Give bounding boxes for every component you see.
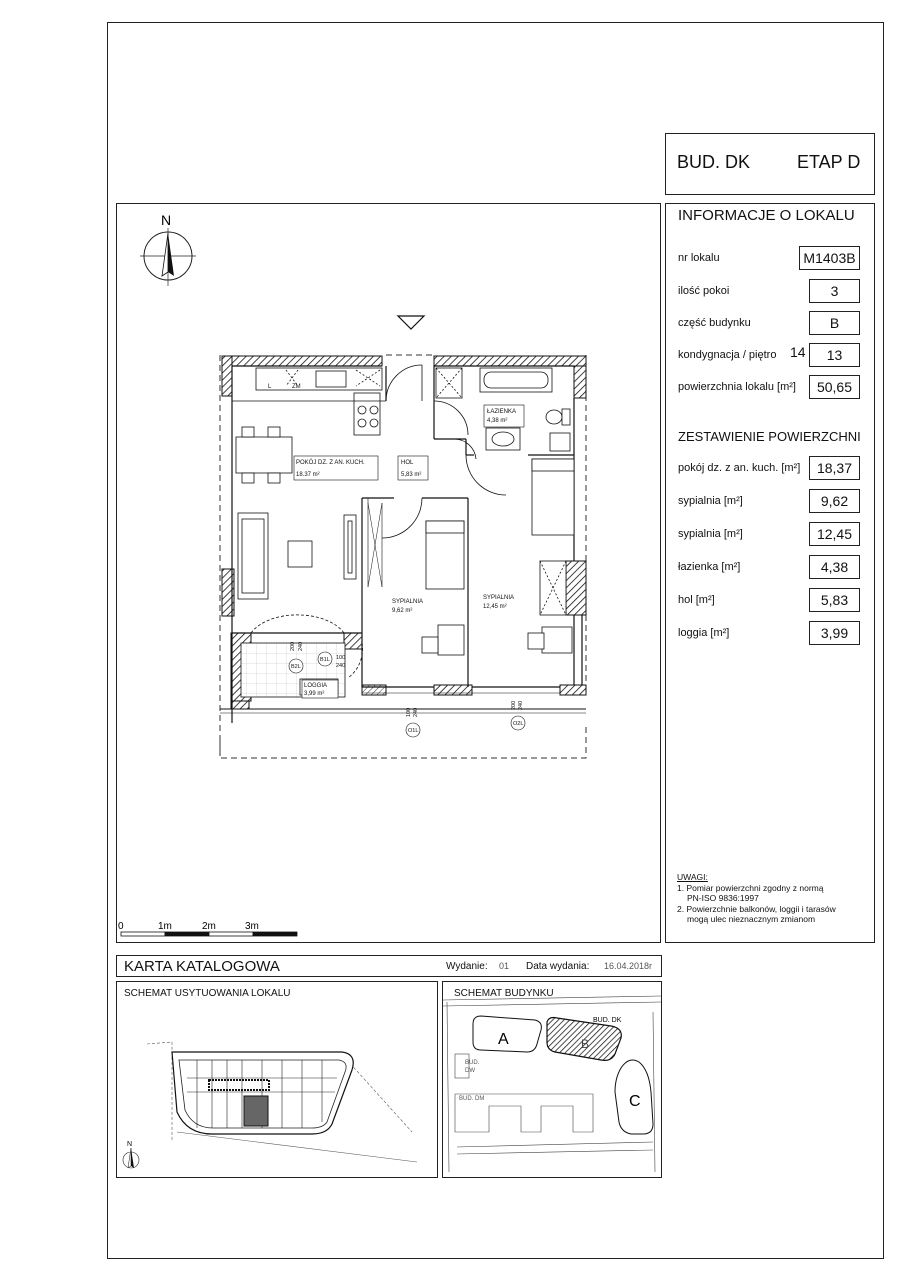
window-dim: 240 (298, 641, 304, 651)
date-label: Data wydania: (526, 961, 590, 972)
bedroom-2-furniture (528, 459, 574, 653)
kitchen-mark: ZM (292, 384, 301, 390)
building-part-value: B (809, 311, 860, 335)
window-tag: O1L (408, 728, 419, 734)
unit-number-value: M1403B (799, 246, 860, 270)
scale-tick: 2m (202, 921, 216, 932)
info-panel (665, 203, 875, 943)
room-area: 3,99 m² (304, 691, 325, 697)
room-name: SYPIALNIA (392, 599, 424, 605)
bedroom-1-furniture (422, 521, 464, 655)
window-dim: 240 (518, 700, 524, 710)
kitchen-mark: L (268, 384, 272, 390)
compass-icon (140, 212, 196, 286)
scale-tick: 1m (158, 921, 172, 932)
info-title: INFORMACJE O LOKALU (678, 207, 855, 224)
summary-value: 3,99 (809, 621, 860, 645)
window-tag: B1L (320, 657, 330, 663)
window-dim: 100 (336, 655, 346, 661)
date-value: 16.04.2018r (604, 961, 653, 971)
compass-small-label: N (127, 1141, 133, 1148)
note-line: 1. Pomiar powierzchni zgodny z normą (677, 882, 824, 893)
building-c-label: C (629, 1093, 641, 1110)
note-line: 2. Powierzchnie balkonów, loggii i tarasów (677, 903, 836, 914)
scale-tick: 3m (245, 921, 259, 932)
summary-row-label: łazienka [m²] (678, 561, 741, 573)
location-scheme-title: SCHEMAT USYTUOWANIA LOKALU (124, 988, 291, 999)
summary-row-label: loggia [m²] (678, 627, 730, 639)
info-row-label: ilość pokoi (678, 285, 730, 297)
info-row-label: powierzchnia lokalu [m²] (678, 381, 796, 393)
building-label: BUD. DK (677, 152, 751, 172)
bud-dw-label: DW (465, 1068, 475, 1074)
note-line: PN-ISO 9836:1997 (687, 893, 759, 903)
compass-small-icon (123, 1141, 139, 1168)
room-name: ŁAZIENKA (487, 409, 517, 415)
building-drawing (443, 982, 661, 1177)
building-a-label: A (498, 1031, 509, 1048)
summary-value: 9,62 (809, 489, 860, 513)
scale-tick: 0 (118, 921, 124, 932)
window-dim: 100 (406, 707, 412, 717)
room-name: LOGGIA (304, 683, 328, 689)
entrance-marker (398, 316, 424, 329)
header-box (665, 133, 875, 195)
summary-row-label: sypialnia [m²] (678, 495, 743, 507)
storey-value: 14 (790, 344, 806, 360)
room-name: SYPIALNIA (483, 595, 515, 601)
info-row-label: część budynku (678, 317, 751, 329)
edition-label: Wydanie: (446, 961, 488, 972)
building-scheme-title: SCHEMAT BUDYNKU (454, 988, 554, 999)
window-tag: B2L (291, 664, 301, 670)
window-dim: 200 (511, 700, 517, 710)
info-row-label: kondygnacja / piętro (678, 349, 777, 361)
building-scheme (442, 981, 662, 1178)
room-area: 9,62 m² (392, 608, 413, 614)
floor-value: 13 (809, 343, 860, 367)
summary-value: 18,37 (809, 456, 860, 480)
card-title: KARTA KATALOGOWA (124, 958, 280, 975)
summary-value: 5,83 (809, 588, 860, 612)
room-area: 12,45 m² (483, 604, 507, 610)
bud-dm-label: BUD. DM (459, 1096, 485, 1102)
summary-row-label: sypialnia [m²] (678, 528, 743, 540)
location-drawing (117, 982, 437, 1177)
note-line: mogą ulec nieznacznym zmianom (687, 914, 816, 924)
bud-dk-label: BUD. DK (593, 1017, 622, 1024)
window-dim: 200 (290, 641, 296, 651)
edition-value: 01 (499, 961, 510, 971)
room-name: HOL (401, 460, 414, 466)
summary-value: 12,45 (809, 522, 860, 546)
area-value: 50,65 (809, 375, 860, 399)
window-tag: O2L (513, 721, 524, 727)
window-dim: 240 (336, 663, 346, 669)
dining-table (236, 427, 292, 483)
room-name: POKÓJ DZ. Z AN. KUCH. (296, 460, 365, 466)
living-furniture (238, 513, 356, 599)
summary-row-label: hol [m²] (678, 594, 715, 606)
card-header (116, 955, 662, 977)
compass-label: N (161, 212, 172, 228)
location-scheme (116, 981, 438, 1178)
building-b-label: B (581, 1037, 590, 1051)
window-dim: 240 (413, 707, 419, 717)
stage-label: ETAP D (797, 152, 861, 172)
summary-value: 4,38 (809, 555, 860, 579)
rooms-value: 3 (809, 279, 860, 303)
kitchen-counter (256, 368, 382, 435)
floor-plan (116, 203, 661, 943)
bud-dw-label: BUD. (465, 1060, 480, 1066)
info-row-label: nr lokalu (678, 252, 720, 264)
summary-row-label: pokój dz. z an. kuch. [m²] (678, 462, 801, 474)
summary-title: ZESTAWIENIE POWIERZCHNI (678, 429, 861, 444)
room-area: 4,38 m² (487, 418, 508, 424)
room-area: 5,83 m² (401, 472, 422, 478)
dashed-outline (220, 723, 586, 758)
scale-bar (118, 921, 297, 936)
facade-rail (220, 709, 586, 713)
room-area: 18.37 m² (296, 472, 320, 478)
notes-title: UWAGI: (677, 872, 708, 882)
notes (677, 872, 836, 925)
